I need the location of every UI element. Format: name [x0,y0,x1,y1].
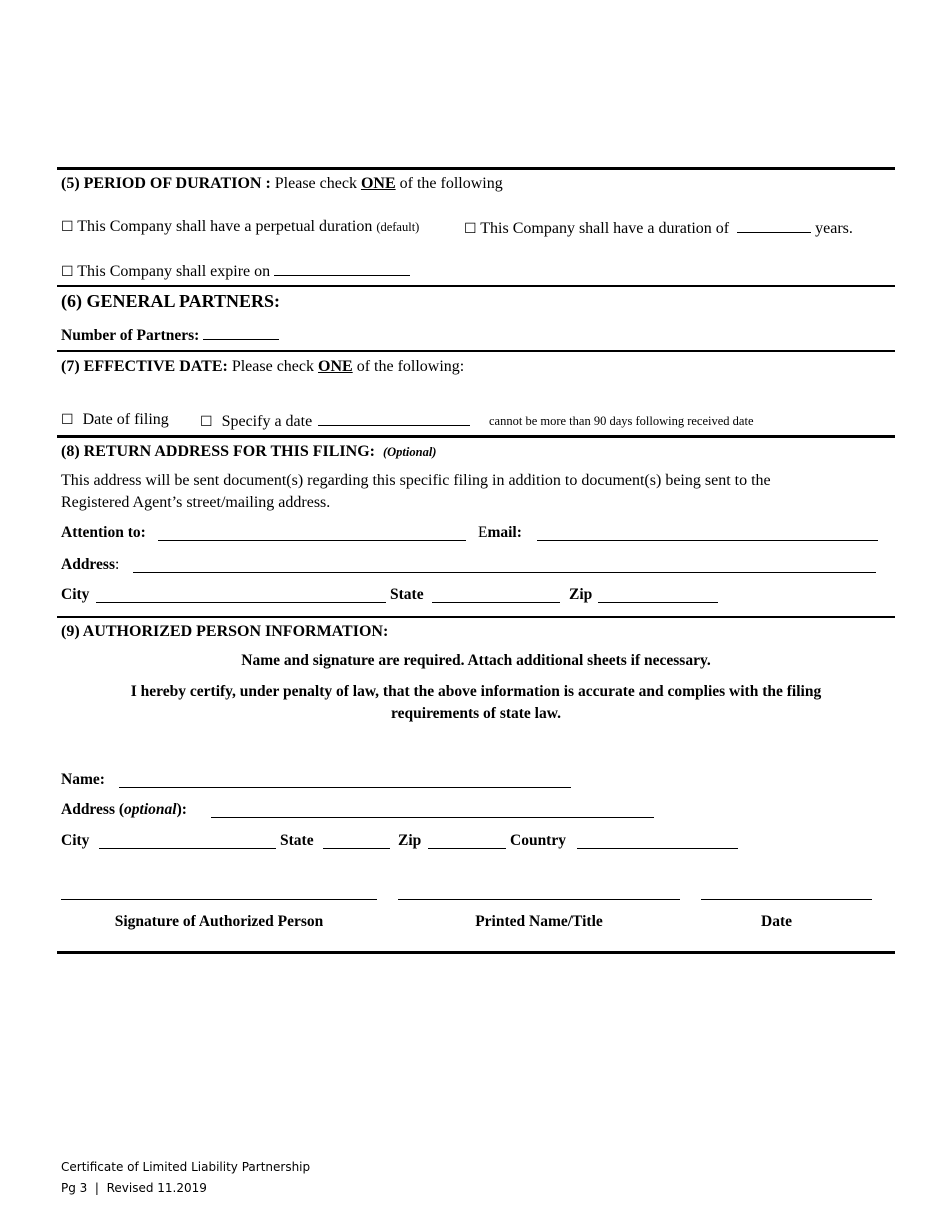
name-field[interactable] [119,787,571,788]
section-5-instruction-one: ONE [360,175,396,192]
auth-state-label: State [280,832,314,849]
section-6-top-rule [57,285,895,287]
auth-country-label: Country [510,832,566,849]
partners-label: Number of Partners: [61,327,200,344]
auth-city-label: City [61,832,90,849]
section-5-title: (5) PERIOD OF DURATION : [61,175,271,192]
signature-line[interactable] [61,899,377,900]
partners-row [61,325,279,345]
specify-date-field[interactable] [318,411,470,426]
perpetual-default-note: (default) [376,220,420,234]
auth-address-label-pre: Address ( [61,801,125,818]
city-field[interactable] [96,602,386,603]
duration-option[interactable] [464,218,853,238]
section-7-instruction-post: of the following: [356,358,465,375]
expire-date-field[interactable] [274,261,410,276]
zip-label: Zip [569,586,593,603]
date-of-filing-label: Date of filing [82,411,169,428]
auth-address-field[interactable] [211,817,654,818]
auth-city-field[interactable] [99,848,276,849]
footer-title: Certificate of Limited Liability Partnership [61,1160,311,1174]
section-8-optional: (Optional) [382,445,437,459]
email-label-rest: mail: [487,524,522,541]
duration-checkbox[interactable]: ☐ [464,221,477,237]
city-label: City [61,586,90,603]
section-5-heading [61,175,503,193]
section-8-description-line2: Registered Agent’s street/mailing address. [61,494,331,511]
auth-state-field[interactable] [323,848,390,849]
name-label: Name: [61,771,105,788]
date-line[interactable] [701,899,872,900]
expire-checkbox[interactable]: ☐ [61,264,74,280]
section-7-heading [61,358,464,376]
attention-label: Attention to: [61,524,146,541]
duration-label: This Company shall have a duration of [480,220,730,237]
address-field[interactable] [133,572,876,573]
state-field[interactable] [432,602,560,603]
address-colon: : [114,556,120,573]
section-5-instruction-post: of the following [399,175,503,192]
attention-field[interactable] [158,540,466,541]
section-9-title: (9) AUTHORIZED PERSON INFORMATION: [61,623,389,640]
date-of-filing-option[interactable] [61,411,169,429]
duration-years-suffix: years. [815,220,853,237]
section-5-top-rule [57,167,895,170]
perpetual-checkbox[interactable]: ☐ [61,219,74,235]
auth-address-label-optional: optional [124,801,177,818]
section-6-title: (6) GENERAL PARTNERS: [61,291,281,311]
perpetual-option[interactable] [61,218,419,236]
certify-line2: requirements of state law. [391,705,561,722]
section-7-instruction-pre: Please check [231,358,315,375]
section-5-instruction-pre: Please check [274,175,357,192]
section-8-heading [61,443,436,461]
auth-zip-field[interactable] [428,848,506,849]
expire-option[interactable] [61,261,410,281]
section-8-description-line1: This address will be sent document(s) regarding this specific filing in addition to document(s) being sent to the [61,472,771,489]
zip-field[interactable] [598,602,718,603]
printed-name-caption: Printed Name/Title [475,913,603,930]
expire-label: This Company shall expire on [77,263,271,280]
auth-country-field[interactable] [577,848,738,849]
section-9-bottom-rule [57,951,895,954]
printed-name-line[interactable] [398,899,680,900]
date-of-filing-checkbox[interactable]: ☐ [61,412,74,428]
section-9-top-rule [57,616,895,618]
section-7-title: (7) EFFECTIVE DATE: [61,358,228,375]
specify-date-note: cannot be more than 90 days following received date [489,414,754,428]
duration-years-field[interactable] [737,218,811,233]
section-8-top-rule [57,435,895,438]
specify-date-label: Specify a date [221,413,313,430]
email-label [478,524,522,542]
required-note: Name and signature are required. Attach additional sheets if necessary. [241,652,711,669]
auth-zip-label: Zip [398,832,422,849]
footer-page-info: Pg 3 | Revised 11.2019 [61,1181,207,1195]
section-7-instruction-one: ONE [318,358,353,375]
specify-date-option[interactable] [200,411,470,431]
section-8-title: (8) RETURN ADDRESS FOR THIS FILING: [61,443,375,460]
date-caption: Date [761,913,792,930]
email-label-first: E [478,524,488,541]
signature-caption: Signature of Authorized Person [114,913,324,930]
auth-address-label-post: ): [176,801,187,818]
state-label: State [390,586,424,603]
specify-date-checkbox[interactable]: ☐ [200,414,213,430]
email-field[interactable] [537,540,878,541]
auth-address-label [61,801,187,819]
section-7-top-rule [57,350,895,352]
perpetual-label: This Company shall have a perpetual duration [77,218,373,235]
certify-line1: I hereby certify, under penalty of law, that the above information is accurate and complies with the filing [130,683,822,700]
address-label-row [61,556,119,574]
address-label: Address [61,556,115,573]
partners-count-field[interactable] [203,325,279,340]
